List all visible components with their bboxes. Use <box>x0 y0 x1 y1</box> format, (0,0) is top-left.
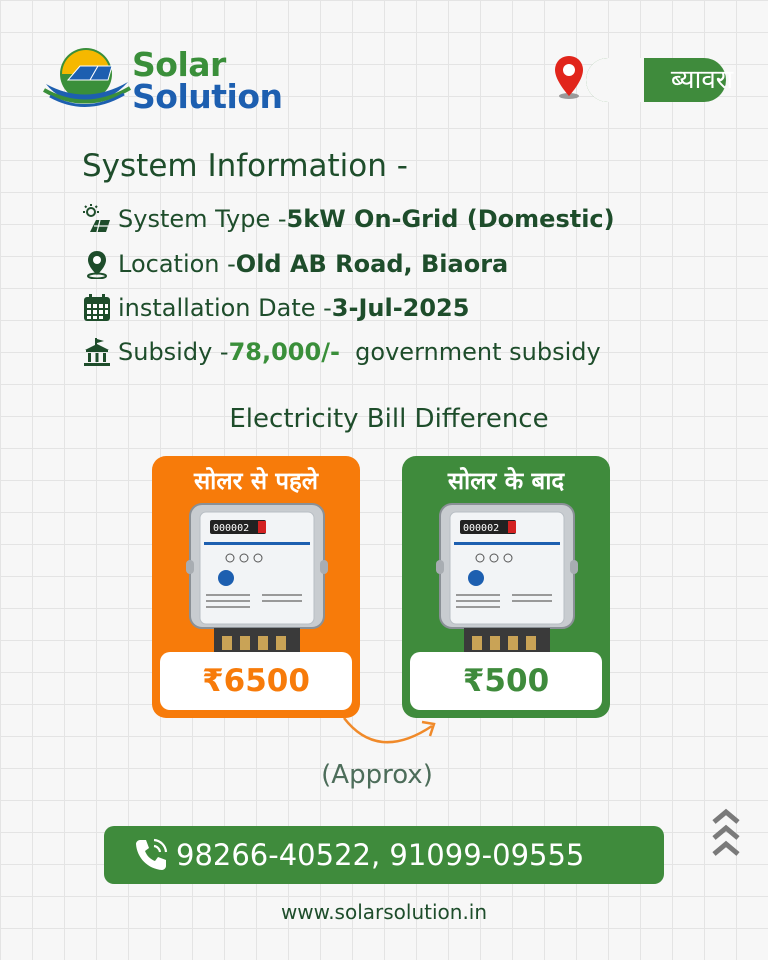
info-row-installation-date <box>82 291 469 325</box>
meter-reading: 000002 <box>213 523 250 534</box>
phone-icon <box>132 836 170 874</box>
map-pin-icon <box>552 54 586 100</box>
chevron-up-icon[interactable] <box>710 808 742 862</box>
bill-difference-title: Electricity Bill Difference <box>229 404 549 434</box>
electric-meter-icon <box>436 500 578 676</box>
website-link[interactable]: www.solarsolution.in <box>280 900 488 924</box>
location-label-text: Location - <box>118 250 236 278</box>
brand-line1: Solar <box>132 45 226 84</box>
system-type-label: System Type - <box>118 205 287 233</box>
after-solar-card <box>402 456 610 718</box>
solar-panel-icon <box>82 204 112 234</box>
system-type-value: 5kW On-Grid (Domestic) <box>286 205 615 233</box>
location-badge <box>546 54 734 104</box>
government-building-icon <box>82 337 112 367</box>
brand-line2: Solution <box>132 77 283 116</box>
subsidy-suffix: government subsidy <box>339 338 601 366</box>
subsidy-label: Subsidy - <box>118 338 229 366</box>
meter-reading: 000002 <box>463 523 500 534</box>
location-pin-icon <box>82 249 112 279</box>
after-solar-amount: ₹500 <box>410 652 602 710</box>
info-row-subsidy <box>82 335 601 369</box>
curved-arrow-icon <box>338 712 442 756</box>
approx-note: (Approx) <box>321 760 433 790</box>
phone-numbers: 98266-40522, 91099-09555 <box>176 838 585 872</box>
system-info-title: System Information - <box>82 148 408 184</box>
before-solar-card <box>152 456 360 718</box>
location-value: Old AB Road, Biaora <box>235 250 509 278</box>
info-row-system-type <box>82 202 615 236</box>
solar-panel-sun-logo-icon <box>40 44 132 110</box>
electric-meter-icon <box>186 500 328 676</box>
location-label: ब्यावरा <box>670 65 734 95</box>
installation-date-label: installation Date - <box>118 294 332 322</box>
before-solar-label: सोलर से पहले <box>193 467 319 495</box>
info-row-location <box>82 247 508 281</box>
phone-contact-bar[interactable] <box>104 826 664 884</box>
location-pill <box>586 58 734 102</box>
brand-logo <box>40 42 330 116</box>
calendar-icon <box>82 293 112 323</box>
before-solar-amount: ₹6500 <box>160 652 352 710</box>
subsidy-value: 78,000/- <box>228 338 340 366</box>
after-solar-label: सोलर के बाद <box>447 467 565 495</box>
installation-date-value: 3-Jul-2025 <box>331 294 470 322</box>
